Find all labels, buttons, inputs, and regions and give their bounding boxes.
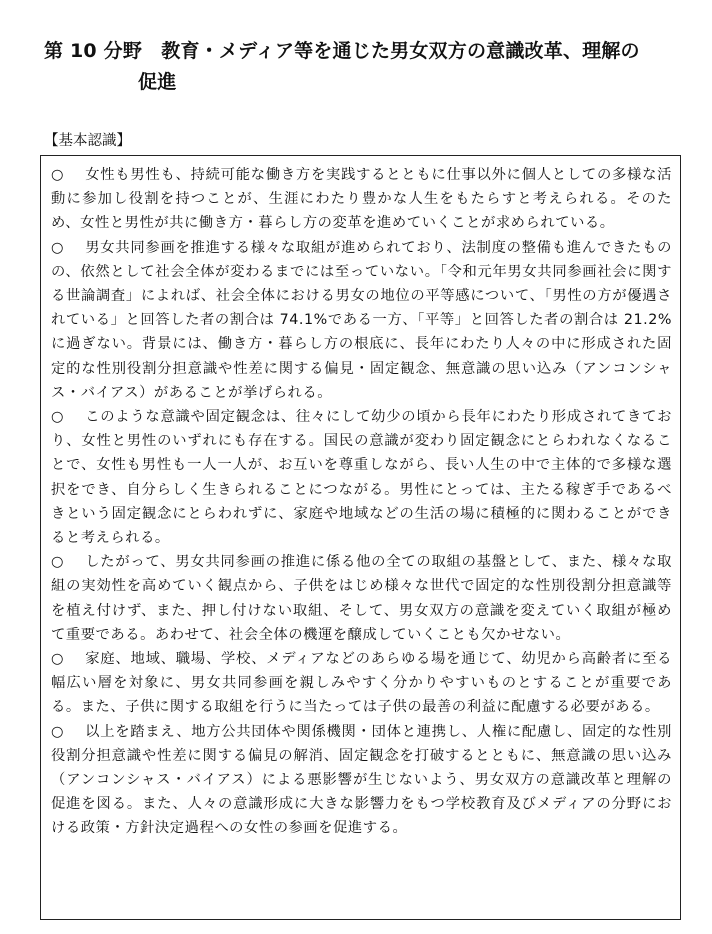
paragraph-6 (51, 720, 672, 841)
paragraph-text: このような意識や固定観念は、往々にして幼少の頃から長年にわたり形成されてきており、女性と男性のいずれにも存在する。国民の意識が変わり固定観念にとらわれなくなることで、女性も男性も一人一人が、お互いを尊重しながら、長い人生の中で主体的で多様な選択をでき、自分らしく生きられることにつながる。男性にとっては、主たる稼ぎ手であるべきという固定観念にとらわれずに、家庭や地域などの生活の場に積極的に関わることができると考えられる。 (51, 409, 672, 547)
page-title (44, 36, 694, 98)
bullet-icon: ○ (51, 409, 65, 426)
paragraph-text: 女性も男性も、持続可能な働き方を実践するとともに仕事以外に個人としての多様な活動に参加し役割を持つことが、生涯にわたり豊かな人生をもたらすと考えられる。そのため、女性と男性が共に働き方・暮らし方の変革を進めていくことが求められている。 (51, 167, 672, 232)
page-title-line-2: 促進 (138, 71, 177, 93)
paragraph-3 (51, 405, 672, 550)
bullet-icon: ○ (51, 651, 65, 668)
paragraph-text: 男女共同参画を推進する様々な取組が進められており、法制度の整備も進んできたものの、依然として社会全体が変わるまでには至っていない。「令和元年男女共同参画社会に関する世論調査」によれば、社会全体における男女の地位の平等感について、「男性の方が優遇されている」と回答した者の割合は 74.1%である一方、「平等」と回答した者の割合は 21.2%に過ぎない。背景には、働き方・暮らし方の根底に、長年にわたり人々の中に形成された固定的な性別役割分担意識や性差に関する偏見・固定観念、無意識の思い込み（アンコンシャス・バイアス）があることが挙げられる。 (51, 239, 672, 401)
paragraph-5 (51, 647, 672, 720)
bullet-icon: ○ (51, 239, 65, 256)
page-title-line-1: 第 10 分野 教育・メディア等を通じた男女双方の意識改革、理解の (44, 40, 640, 62)
paragraph-text: 以上を踏まえ、地方公共団体や関係機関・団体と連携し、人権に配慮し、固定的な性別役割分担意識や性差に関する偏見の解消、固定観念を打破するとともに、無意識の思い込み（アンコンシャス・バイアス）による悪影響が生じないよう、男女双方の意識改革と理解の促進を図る。また、人々の意識形成に大きな影響力をもつ学校教育及びメディアの分野における政策・方針決定過程への女性の参画を促進する。 (51, 723, 672, 837)
paragraph-4 (51, 550, 672, 647)
paragraph-text: 家庭、地域、職場、学校、メディアなどのあらゆる場を通じて、幼児から高齢者に至る幅広い層を対象に、男女共同参画を親しみやすく分かりやすいものとすることが重要である。また、子供に関する取組を行うに当たっては子供の最善の利益に配慮する必要がある。 (51, 651, 672, 716)
bullet-icon: ○ (51, 554, 65, 571)
paragraph-text: したがって、男女共同参画の推進に係る他の全ての取組の基盤として、また、様々な取組の実効性を高めていく観点から、子供をはじめ様々な世代で固定的な性別役割分担意識等を植え付けず、また、押し付けない取組、そして、男女双方の意識を変えていく取組が極めて重要である。あわせて、社会全体の機運を醸成していくことも欠かせない。 (51, 554, 672, 643)
basic-recognition-box (40, 155, 681, 920)
section-heading: 【基本認識】 (44, 133, 131, 149)
paragraph-2 (51, 236, 672, 405)
paragraph-1 (51, 163, 672, 236)
bullet-icon: ○ (51, 723, 65, 740)
bullet-icon: ○ (51, 167, 65, 183)
